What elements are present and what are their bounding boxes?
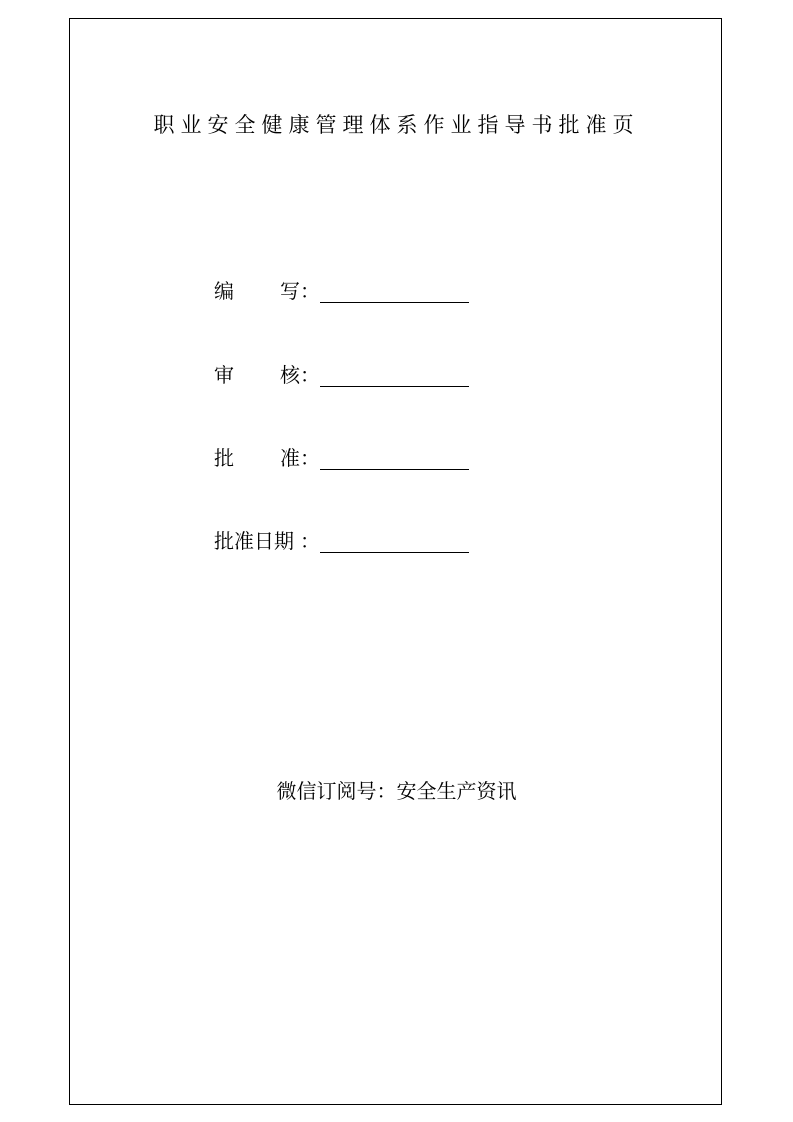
page-border bbox=[69, 18, 722, 1105]
field-approval-date bbox=[214, 525, 469, 555]
field-label-approval-date: 批准日期 bbox=[214, 529, 294, 553]
field-colon: ： bbox=[300, 529, 320, 553]
signature-line-prepared-by[interactable] bbox=[320, 302, 469, 303]
field-reviewed-by bbox=[214, 359, 469, 389]
field-label-prepared-by: 编 写 bbox=[214, 279, 300, 303]
signature-line-approved-by[interactable] bbox=[320, 469, 469, 470]
field-colon: ： bbox=[300, 446, 320, 470]
field-colon: ： bbox=[300, 279, 320, 303]
signature-line-approval-date[interactable] bbox=[320, 552, 469, 553]
field-label-reviewed-by: 审 核 bbox=[214, 363, 300, 387]
field-colon: ： bbox=[300, 363, 320, 387]
footer-note: 微信订阅号：安全生产资讯 bbox=[276, 779, 517, 803]
field-prepared-by bbox=[214, 275, 469, 305]
field-approved-by bbox=[214, 442, 469, 472]
page-title: 职业安全健康管理体系作业指导书批准页 bbox=[153, 113, 640, 137]
signature-line-reviewed-by[interactable] bbox=[320, 386, 469, 387]
field-label-approved-by: 批 准 bbox=[214, 446, 300, 470]
